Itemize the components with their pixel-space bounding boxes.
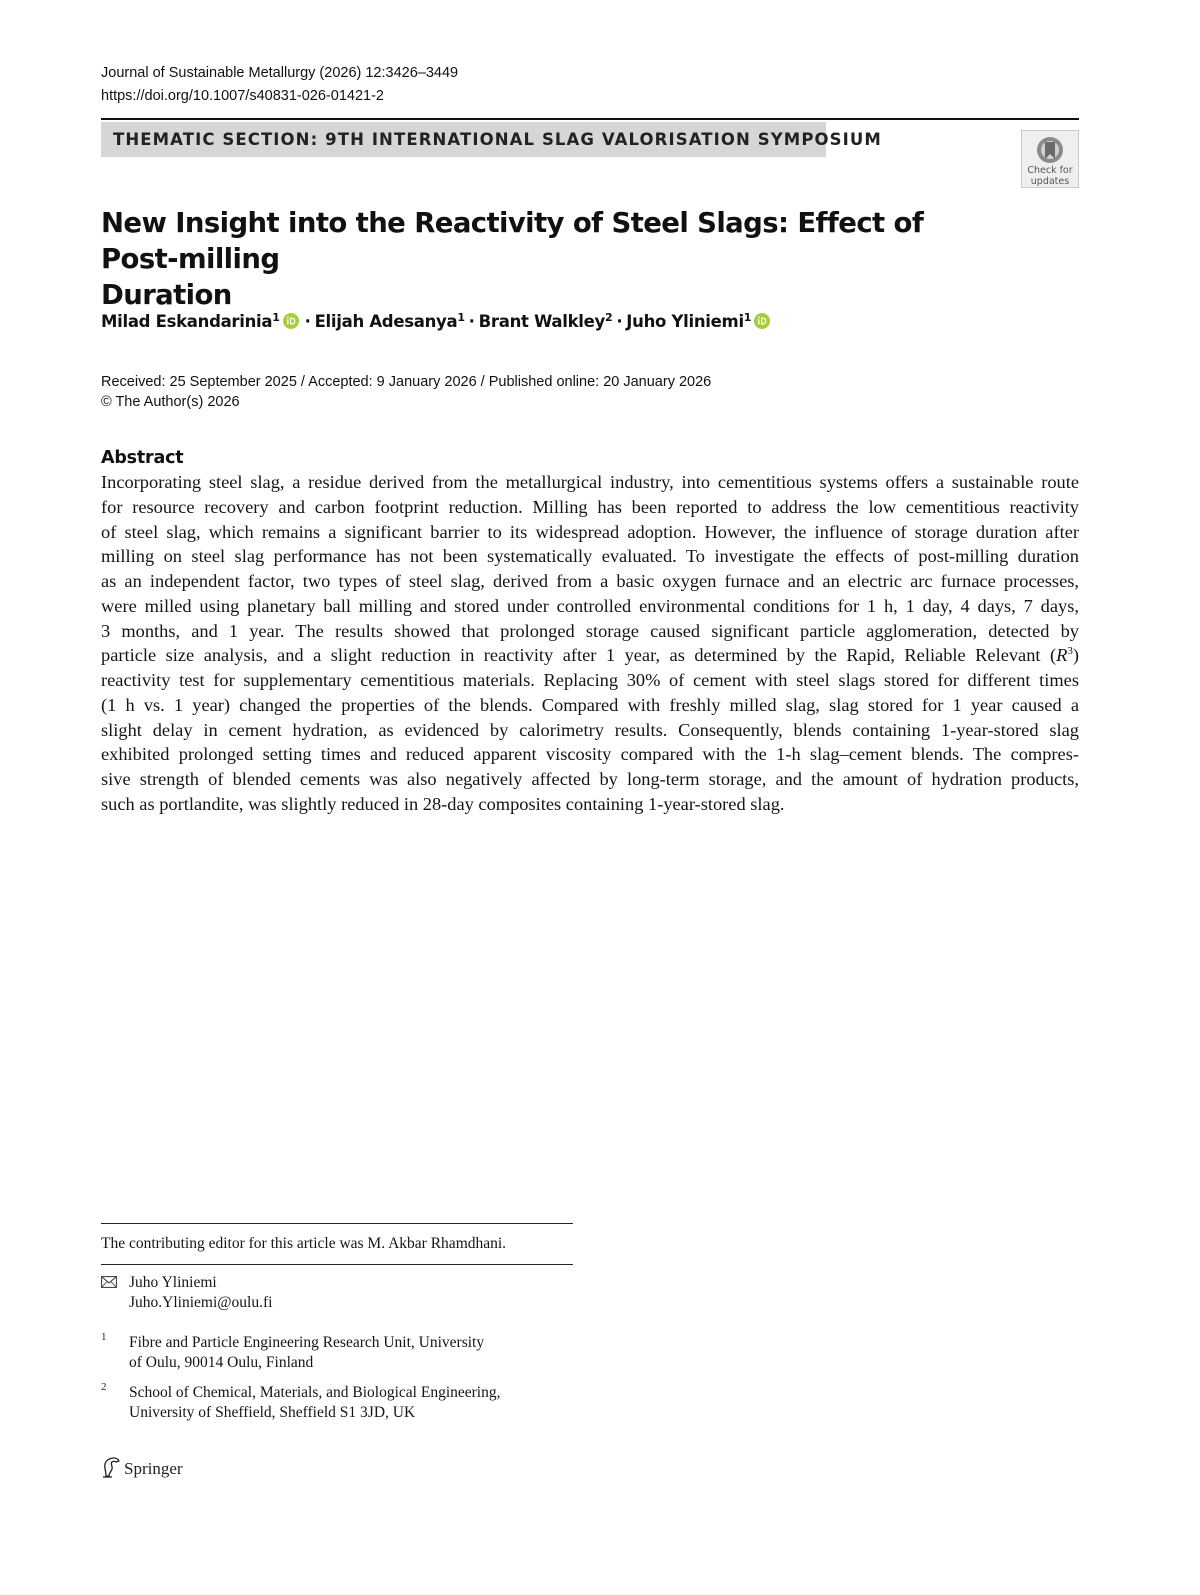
affiliation-number: 2 (101, 1381, 107, 1393)
copyright-notice: © The Author(s) 2026 (101, 394, 240, 410)
author-name[interactable]: Juho Yliniemi (626, 312, 744, 331)
publication-dates: Received: 25 September 2025 / Accepted: 9 January 2026 / Published online: 20 January 2026 (101, 374, 712, 390)
author-separator: · (468, 312, 475, 331)
abstract-line: as an independent factor, two types of steel slag, derived from a basic oxygen furnace and an electric arc furnace processes, (101, 571, 1079, 591)
badge-text-line1: Check for (1027, 165, 1073, 176)
author-name[interactable]: Elijah Adesanya (314, 312, 458, 331)
affiliation-line: of Oulu, 90014 Oulu, Finland (129, 1354, 314, 1371)
author-affiliation-mark: 1 (272, 311, 280, 324)
abstract-line: slight delay in cement hydration, as evidenced by calorimetry results. Consequently, blends containing 1-year-stored slag (101, 720, 1079, 740)
abstract-line: reactivity test for supplementary cementitious materials. Replacing 30% of cement with steel slags stored for different times (101, 670, 1079, 690)
author-name[interactable]: Brant Walkley (478, 312, 605, 331)
correspondence-email[interactable]: Juho.Yliniemi@oulu.fi (129, 1294, 273, 1311)
doi-link[interactable]: https://doi.org/10.1007/s40831-026-01421-2 (101, 88, 384, 104)
orcid-icon[interactable] (754, 313, 770, 329)
author-separator: · (304, 312, 311, 331)
abstract-line: such as portlandite, was slightly reduced in 28-day composites containing 1-year-stored slag. (101, 794, 785, 814)
author-affiliation-mark: 1 (457, 311, 465, 324)
abstract-line: of steel slag, which remains a significant barrier to its widespread adoption. However, the influence of storage duration after (101, 522, 1079, 542)
abstract-heading: Abstract (101, 448, 184, 468)
orcid-icon[interactable] (283, 313, 299, 329)
article-title-line2: Duration (101, 279, 232, 311)
affiliation-number: 1 (101, 1331, 107, 1343)
publisher-name: Springer (124, 1459, 183, 1478)
abstract-line-text: particle size analysis, and a slight reduction in reactivity after 1 year, as determined by the Rapid, Reliable Relevant ( (101, 645, 1057, 665)
correspondence-name: Juho Yliniemi (129, 1274, 217, 1291)
springer-horse-icon (101, 1456, 121, 1478)
abstract-line: milling on steel slag performance has not been systematically evaluated. To investigate the effects of post-milling duration (101, 546, 1079, 566)
author-affiliation-mark: 1 (743, 311, 752, 324)
publisher-logo (101, 1456, 183, 1482)
check-for-updates-icon (1035, 135, 1065, 165)
affiliation-line: Fibre and Particle Engineering Research Unit, University (129, 1334, 485, 1351)
abstract-line-r3 (101, 643, 1079, 668)
author-affiliation-mark: 2 (604, 311, 613, 324)
abstract-line: Incorporating steel slag, a residue derived from the metallurgical industry, into cementitious systems offers a sustainable route (101, 472, 1079, 492)
article-title (101, 205, 1001, 313)
thematic-section-label: THEMATIC SECTION: 9TH INTERNATIONAL SLAG VALORISATION SYMPOSIUM (101, 122, 826, 157)
journal-citation: Journal of Sustainable Metallurgy (2026) 12:3426–3449 (101, 65, 459, 81)
badge-text-line2: updates (1030, 176, 1070, 187)
contributing-editor-note: The contributing editor for this article was M. Akbar Rhamdhani. (101, 1235, 507, 1252)
header-rule (101, 118, 1079, 120)
footnote-rule (101, 1223, 573, 1224)
abstract-line: (1 h vs. 1 year) changed the properties of the blends. Compared with freshly milled slag, slag stored for 1 year caused a (101, 695, 1079, 715)
affiliation-line: School of Chemical, Materials, and Biological Engineering, (129, 1384, 501, 1401)
abstract-line: for resource recovery and carbon footprint reduction. Milling has been reported to address the low cementitious reactivity (101, 497, 1079, 517)
article-title-line1: New Insight into the Reactivity of Steel Slags: Effect of Post-milling (101, 207, 924, 275)
author-list (101, 309, 772, 335)
r3-superscript: 3 (1067, 645, 1073, 657)
abstract-line: were milled using planetary ball milling and stored under controlled environmental conditions for 1 h, 1 day, 4 days, 7 days, (101, 596, 1079, 616)
abstract-line: sive strength of blended cements was also negatively affected by long-term storage, and the amount of hydration products, (101, 769, 1079, 789)
r3-symbol: R (1056, 645, 1068, 665)
affiliation-line: University of Sheffield, Sheffield S1 3JD, UK (129, 1404, 416, 1421)
author-separator: · (616, 312, 623, 331)
author-name[interactable]: Milad Eskandarinia (101, 312, 273, 331)
check-for-updates-badge[interactable] (1021, 130, 1079, 188)
abstract-line: exhibited prolonged setting times and reduced apparent viscosity compared with the 1-h slag–cement blends. The compres- (101, 744, 1079, 764)
abstract-line: 3 months, and 1 year. The results showed that prolonged storage caused significant particle agglomeration, detected by (101, 621, 1079, 641)
r3-close: ) (1072, 645, 1079, 665)
footnote-rule (101, 1264, 573, 1265)
envelope-icon (101, 1276, 117, 1288)
